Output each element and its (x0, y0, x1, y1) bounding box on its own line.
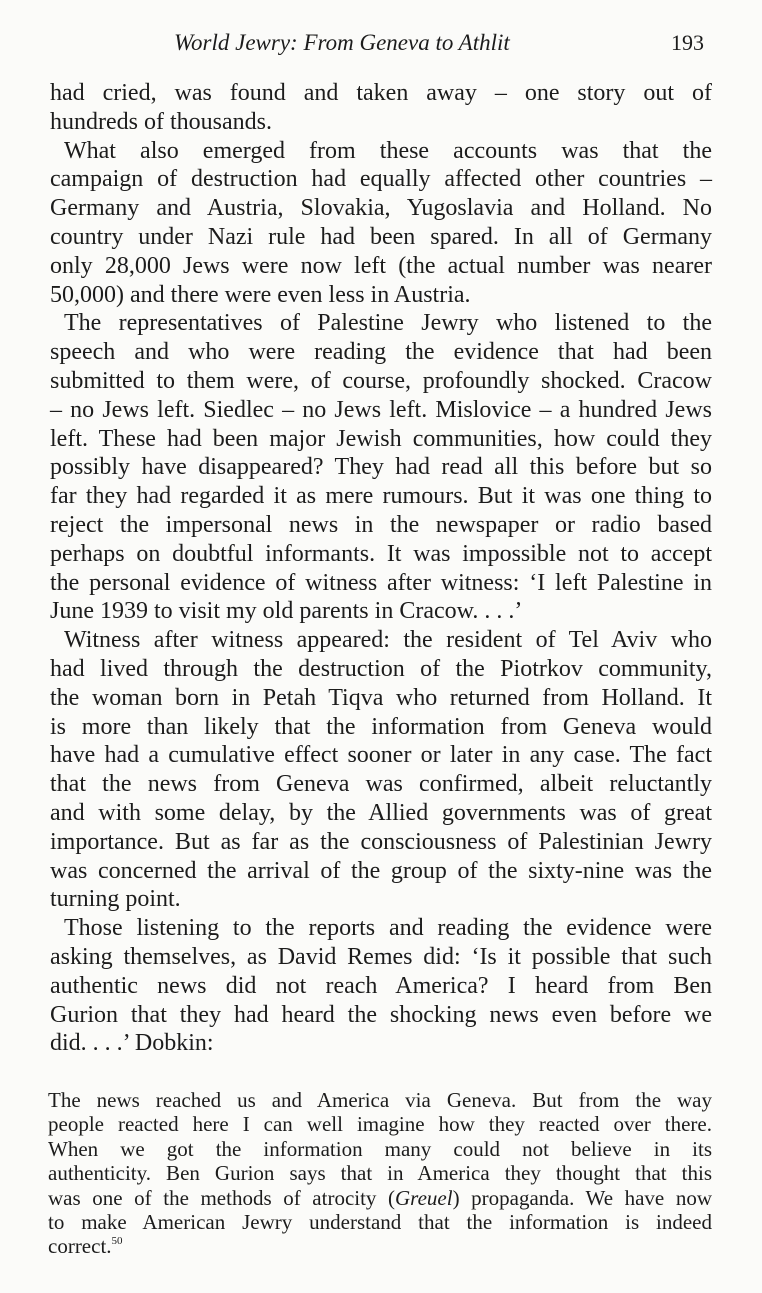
text-line: have had a cumulative effect sooner or later in any case. The fact (50, 742, 712, 769)
quote-text: correct. (48, 1234, 112, 1259)
text-line: Witness after witness appeared: the resident of Tel Aviv who (64, 627, 712, 654)
quote-line: people reacted here I can well imagine how they reacted over there. (48, 1112, 712, 1137)
text-line: perhaps on doubtful informants. It was impossible not to accept (50, 540, 712, 567)
text-line: Gurion that they had heard the shocking news even before we (50, 1001, 712, 1028)
text-line: country under Nazi rule had been spared. In all of Germany (50, 223, 712, 250)
text-line: submitted to them were, of course, profoundly shocked. Cracow (50, 367, 712, 394)
paragraph (50, 309, 712, 626)
text-line: The representatives of Palestine Jewry who listened to the (64, 310, 712, 337)
text-line: June 1939 to visit my old parents in Cracow. . . .’ (50, 598, 523, 625)
text-line: and with some delay, by the Allied governments was of great (50, 799, 712, 826)
text-line: authentic news did not reach America? I heard from Ben (50, 972, 712, 999)
quote-line (48, 1234, 712, 1258)
text-line: turning point. (50, 886, 181, 913)
text-line: had cried, was found and taken away – one story out of (50, 80, 712, 106)
text-line: left. These had been major Jewish communities, how could they (50, 425, 712, 452)
text-line: did. . . .’ Dobkin: (50, 1030, 214, 1057)
text-line: – no Jews left. Siedlec – no Jews left. Mislovice – a hundred Jews (50, 396, 712, 423)
paragraph (50, 914, 712, 1058)
quote-text: was one of the methods of atrocity ( (48, 1185, 396, 1210)
text-line: was concerned the arrival of the group of the sixty-nine was the (50, 857, 712, 884)
text-line: is more than likely that the information from Geneva would (50, 713, 712, 740)
italic-term: Greuel (395, 1185, 453, 1210)
text-line: speech and who were reading the evidence that had been (50, 339, 712, 366)
paragraph (50, 626, 712, 914)
text-line: possibly have disappeared? They had read all this before but so (50, 454, 712, 481)
text-line: that the news from Geneva was confirmed, albeit reluctantly (50, 771, 712, 798)
block-quote (48, 1088, 712, 1259)
text-line: campaign of destruction had equally affected other countries – (50, 166, 712, 193)
quote-line: authenticity. Ben Gurion says that in America they thought that this (48, 1161, 712, 1186)
text-line: Germany and Austria, Slovakia, Yugoslavia and Holland. No (50, 195, 712, 222)
text-line: What also emerged from these accounts was that the (64, 137, 712, 164)
text-line: the personal evidence of witness after witness: ‘I left Palestine in (50, 569, 712, 596)
paragraph (50, 137, 712, 310)
page-number: 193 (671, 30, 704, 55)
text-line: only 28,000 Jews were now left (the actual number was nearer (50, 252, 712, 279)
text-line: had lived through the destruction of the Piotrkov community, (50, 655, 712, 682)
text-line: reject the impersonal news in the newspaper or radio based (50, 511, 712, 538)
text-line: the woman born in Petah Tiqva who returned from Holland. It (50, 684, 712, 711)
quote-line (48, 1186, 712, 1210)
paragraph (50, 79, 712, 137)
text-line: importance. But as far as the consciousness of Palestinian Jewry (50, 828, 712, 855)
text-line: asking themselves, as David Remes did: ‘Is it possible that such (50, 943, 712, 970)
text-line: Those listening to the reports and reading the evidence were (64, 915, 712, 942)
footnote-reference: 50 (111, 1235, 123, 1248)
quote-text: ) propaganda. We have now (452, 1185, 712, 1210)
text-line: far they had regarded it as mere rumours. But it was one thing to (50, 483, 712, 510)
quote-line: The news reached us and America via Geneva. But from the way (48, 1088, 712, 1112)
quote-line: When we got the information many could not believe in its (48, 1136, 712, 1161)
quote-line: to make American Jewry understand that the information is indeed (48, 1210, 712, 1235)
running-title: World Jewry: From Geneva to Athlit (174, 30, 510, 55)
running-header (170, 30, 710, 60)
text-line: 50,000) and there were even less in Austria. (50, 281, 471, 308)
text-line: hundreds of thousands. (50, 108, 272, 135)
body-text (50, 79, 712, 1058)
